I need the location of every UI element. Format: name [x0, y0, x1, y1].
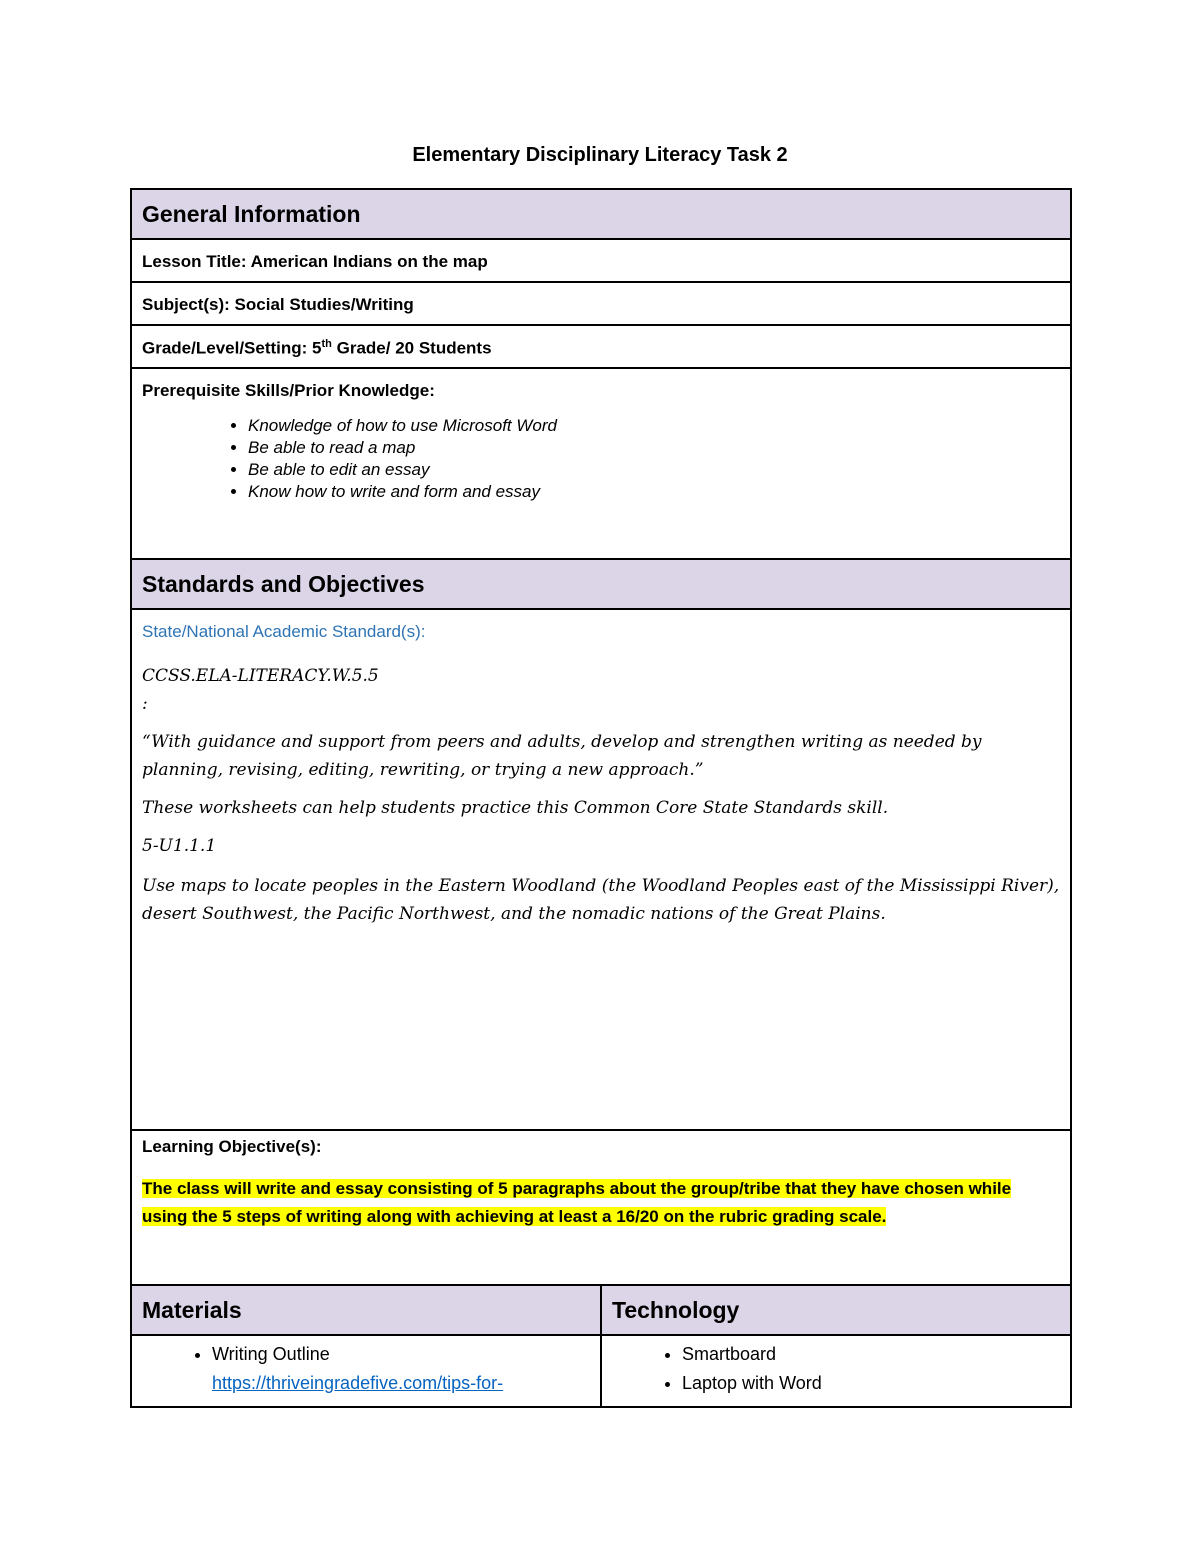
learning-objectives-cell	[131, 1130, 1071, 1285]
standard-quote: “With guidance and support from peers and adults, develop and strengthen writing as needed by planning, revising, editing, rewriting, or trying a new approach.”	[142, 732, 982, 780]
materials-item	[212, 1340, 590, 1398]
technology-item: • Laptop with Word	[682, 1369, 1060, 1398]
materials-header: Materials	[131, 1285, 601, 1335]
technology-list	[612, 1340, 1060, 1398]
prerequisite-list	[142, 415, 1060, 503]
prerequisite-item: • Know how to write and form and essay	[248, 481, 1060, 503]
learning-objective-label: Learning Objective(s):	[142, 1137, 322, 1156]
standard-note: These worksheets can help students practice this Common Core State Standards skill.	[142, 798, 889, 818]
prerequisite-skills-cell	[131, 368, 1071, 559]
prerequisite-item: • Knowledge of how to use Microsoft Word	[248, 415, 1060, 437]
technology-cell	[601, 1335, 1071, 1407]
lesson-title-field: Lesson Title: American Indians on the map	[131, 239, 1071, 282]
subjects-field: Subject(s): Social Studies/Writing	[131, 282, 1071, 325]
standard-map-text: Use maps to locate peoples in the Eastern Woodland (the Woodland Peoples east of the Mississippi River), desert Southwest, the Pacific Northwest, and the nomadic nations of the Great Plains.	[142, 876, 1060, 924]
grade-level-setting-field	[131, 325, 1071, 368]
standards-cell	[131, 609, 1071, 1130]
standards-objectives-header: Standards and Objectives	[131, 559, 1071, 609]
technology-item: • Smartboard	[682, 1340, 1060, 1369]
materials-cell	[131, 1335, 601, 1407]
document-title: Elementary Disciplinary Literacy Task 2	[412, 144, 788, 166]
standard-code-2: 5-U1.1.1	[142, 836, 217, 856]
standard-label: State/National Academic Standard(s):	[142, 622, 426, 641]
prerequisite-item: • Be able to edit an essay	[248, 459, 1060, 481]
prerequisite-item: • Be able to read a map	[248, 437, 1060, 459]
technology-header: Technology	[601, 1285, 1071, 1335]
learning-objective-text	[142, 1175, 1060, 1231]
grade-suffix: Grade/ 20 Students	[331, 338, 492, 358]
lesson-plan-table	[130, 188, 1072, 1408]
learning-objective-highlight: The class will write and essay consisting of 5 paragraphs about the group/tribe that they have chosen while using the 5 steps of writing along with achieving at least a 16/20 on the rubric grading scale.	[142, 1179, 1012, 1226]
general-information-header: General Information	[131, 189, 1071, 239]
materials-list	[142, 1340, 590, 1398]
materials-item-label: Writing Outline	[212, 1344, 330, 1364]
standard-code: CCSS.ELA-LITERACY.W.5.5	[142, 666, 379, 686]
grade-superscript: th	[321, 338, 332, 350]
prerequisite-label: Prerequisite Skills/Prior Knowledge:	[142, 381, 435, 400]
materials-link[interactable]: https://thriveingradefive.com/tips-for-	[212, 1373, 504, 1393]
grade-prefix: Grade/Level/Setting: 5	[142, 338, 322, 358]
standard-colon: :	[142, 694, 148, 714]
